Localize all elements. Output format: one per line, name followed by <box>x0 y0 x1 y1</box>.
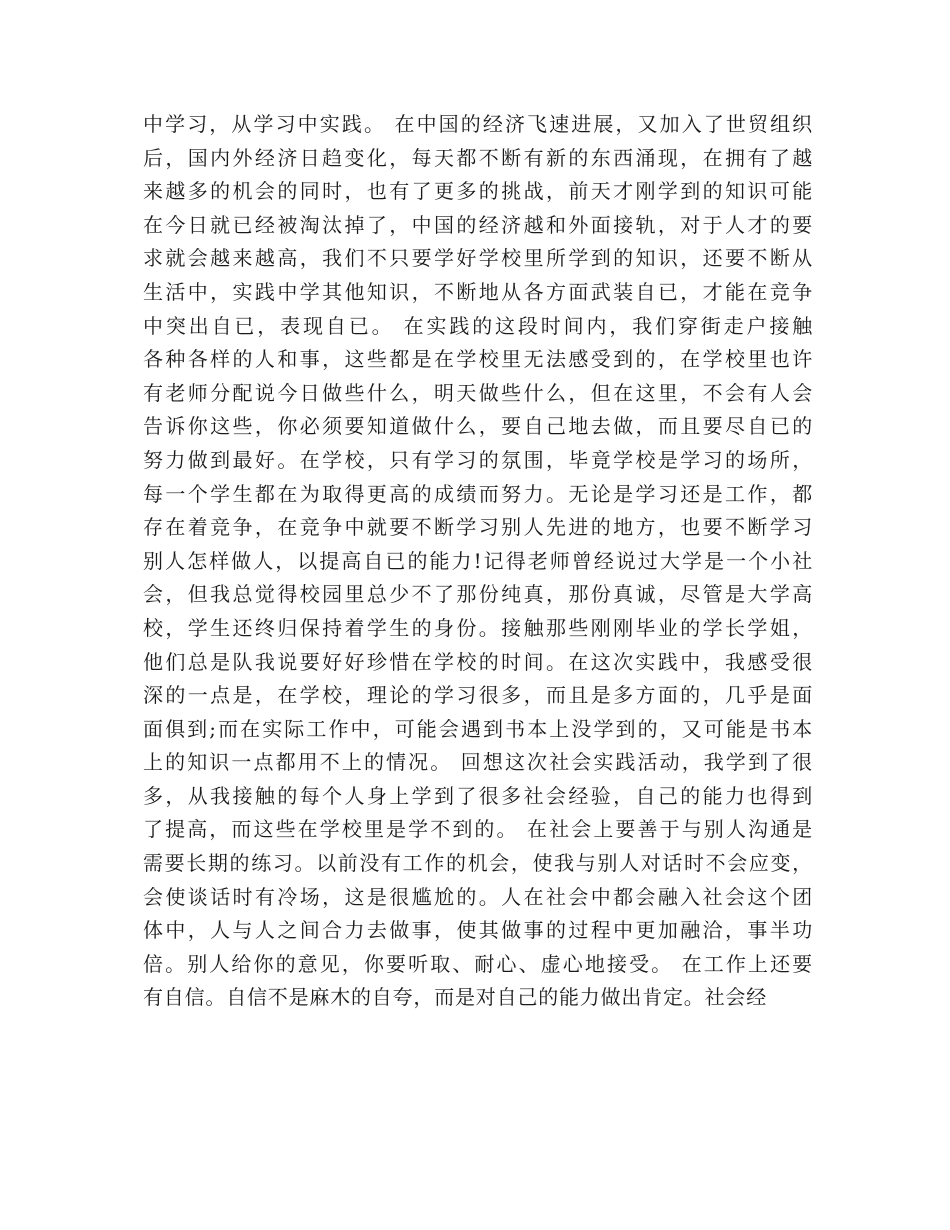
text-line-18: 深的一点是，在学校，理论的学习很多，而且是多方面的，几乎是面 <box>143 683 813 708</box>
text-line-14: 别人怎样做人，以提高自已的能力!记得老师曾经说过大学是一个小社 <box>143 548 813 573</box>
text-line-11: 努力做到最好。在学校，只有学习的氛围，毕竟学校是学习的场所， <box>143 447 813 472</box>
body-text <box>143 108 813 1015</box>
text-line-22: 了提高，而这些在学校里是学不到的。 在社会上要善于与别人沟通是 <box>143 817 813 842</box>
text-line-10: 告诉你这些，你必须要知道做什么，要自己地去做，而且要尽自已的 <box>143 414 813 439</box>
text-line-23: 需要长期的练习。以前没有工作的机会，使我与别人对话时不会应变， <box>143 851 813 876</box>
text-line-8: 各种各样的人和事，这些都是在学校里无法感受到的，在学校里也许 <box>143 347 813 372</box>
text-line-15: 会，但我总觉得校园里总少不了那份纯真，那份真诚，尽管是大学高 <box>143 582 813 607</box>
text-line-9: 有老师分配说今日做些什么，明天做些什么，但在这里，不会有人会 <box>143 380 813 405</box>
text-line-24: 会使谈话时有冷场，这是很尴尬的。人在社会中都会融入社会这个团 <box>143 884 813 909</box>
text-line-5: 求就会越来越高，我们不只要学好学校里所学到的知识，还要不断从 <box>143 246 813 271</box>
text-line-19: 面俱到;而在实际工作中，可能会遇到书本上没学到的，又可能是书本 <box>143 716 813 741</box>
text-line-25: 体中，人与人之间合力去做事，使其做事的过程中更加融洽，事半功 <box>143 918 813 943</box>
text-line-20: 上的知识一点都用不上的情况。 回想这次社会实践活动，我学到了很 <box>143 750 813 775</box>
text-line-3: 来越多的机会的同时，也有了更多的挑战，前天才刚学到的知识可能 <box>143 179 813 204</box>
text-line-21: 多，从我接触的每个人身上学到了很多社会经验，自己的能力也得到 <box>143 783 813 808</box>
text-line-4: 在今日就已经被淘汰掉了，中国的经济越和外面接轨，对于人才的要 <box>143 212 813 237</box>
text-line-12: 每一个学生都在为取得更高的成绩而努力。无论是学习还是工作，都 <box>143 481 813 506</box>
text-line-13: 存在着竞争，在竞争中就要不断学习别人先进的地方，也要不断学习 <box>143 515 813 540</box>
text-line-27: 有自信。自信不是麻木的自夸，而是对自己的能力做出肯定。社会经 <box>143 985 767 1010</box>
text-line-2: 后，国内外经济日趋变化，每天都不断有新的东西涌现，在拥有了越 <box>143 145 813 170</box>
text-line-26: 倍。别人给你的意见，你要听取、耐心、虚心地接受。 在工作上还要 <box>143 951 813 976</box>
text-line-1: 中学习，从学习中实践。 在中国的经济飞速进展，又加入了世贸组织 <box>143 112 813 136</box>
text-line-6: 生活中，实践中学其他知识，不断地从各方面武装自已，才能在竞争 <box>143 279 813 304</box>
text-line-16: 校，学生还终归保持着学生的身份。接触那些刚刚毕业的学长学姐， <box>143 615 813 640</box>
text-line-17: 他们总是队我说要好好珍惜在学校的时间。在这次实践中，我感受很 <box>143 649 813 674</box>
text-line-7: 中突出自已，表现自已。 在实践的这段时间内，我们穿街走户接触 <box>143 313 813 338</box>
